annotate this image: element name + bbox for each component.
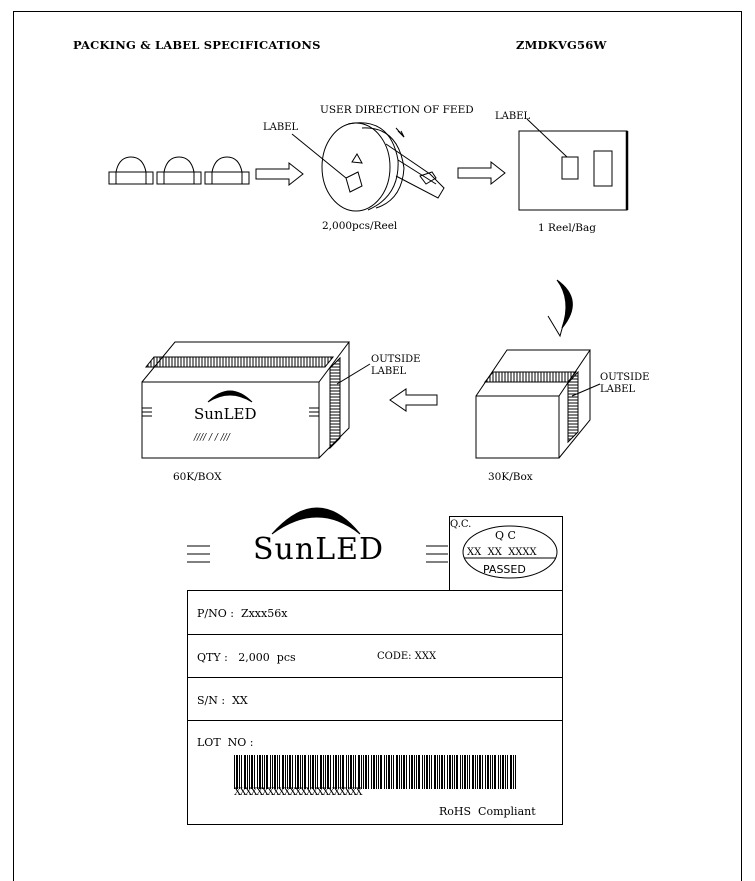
curved-arrow-icon [548, 280, 572, 336]
feed-direction-caption: USER DIRECTION OF FEED [320, 104, 474, 116]
led-component-1 [109, 157, 153, 184]
bag-quantity: 1 Reel/Bag [538, 222, 596, 234]
box-mark: //// / / /// [194, 433, 230, 443]
label-brand: SunLED [253, 532, 385, 567]
barcode-text: XXXXXXXXXXXXXXXXXXXXXXX [234, 787, 361, 798]
bag-illustration [519, 119, 627, 210]
qc-corner-label: Q.C. [450, 519, 472, 530]
lot-field: LOT NO : [197, 736, 254, 749]
label-callout-bag: LABEL [495, 111, 531, 122]
qc-stamp-passed: PASSED [483, 563, 526, 576]
rohs-text: RoHS Compliant [439, 805, 536, 818]
small-box-illustration [476, 350, 600, 458]
qc-stamp-date: XX XX XXXX [467, 547, 537, 558]
outside-label-big-box: OUTSIDE LABEL [371, 354, 421, 377]
label-row-pno [188, 591, 562, 635]
big-box-quantity: 60K/BOX [173, 471, 222, 483]
qc-stamp-top: Q C [495, 529, 516, 542]
reel-quantity: 2,000pcs/Reel [322, 220, 398, 232]
label-row-sn [188, 678, 562, 721]
label-callout-reel: LABEL [263, 122, 299, 133]
box-brand: SunLED [194, 405, 257, 423]
code-field: CODE: XXX [377, 651, 437, 662]
big-box-illustration [142, 342, 370, 458]
arrow-right-icon [458, 162, 505, 184]
document-title: PACKING & LABEL SPECIFICATIONS [73, 38, 321, 52]
small-box-quantity: 30K/Box [488, 471, 533, 483]
outside-label-small-box: OUTSIDE LABEL [600, 372, 650, 395]
arrow-left-icon [390, 389, 437, 411]
arrow-right-icon [256, 163, 303, 185]
qty-field: QTY : 2,000 pcs [197, 651, 296, 664]
pno-field: P/NO : Zxxx56x [197, 607, 288, 620]
label-table [187, 590, 563, 825]
led-component-2 [157, 157, 201, 184]
part-number: ZMDKVG56W [516, 38, 607, 52]
reel-illustration [292, 123, 444, 211]
label-row-qty [188, 635, 562, 678]
led-component-3 [205, 157, 249, 184]
sn-field: S/N : XX [197, 694, 248, 707]
qc-box [449, 516, 563, 591]
